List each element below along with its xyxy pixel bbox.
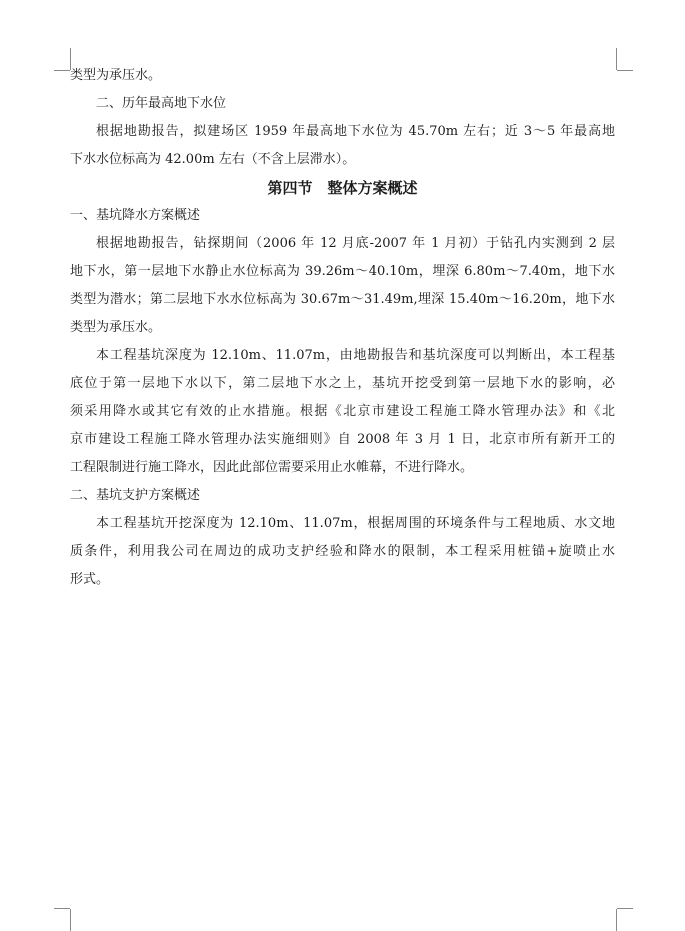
paragraph-line: 类型为承压水。 — [70, 320, 162, 335]
paragraph-line: 地下水，第一层地下水静止水位标高为 39.26m～40.10m，埋深 6.80m～7.40m，地下水 — [70, 264, 615, 279]
paragraph-line: 根据地勘报告，钻探期间（2006 年 12 月底-2007 年 1 月初）于钻孔内实测到 2 层 — [96, 236, 615, 251]
paragraph-line: 形式。 — [70, 572, 110, 587]
document-body — [70, 62, 615, 594]
paragraph-line: 质条件，利用我公司在周边的成功支护经验和降水的限制，本工程采用桩锚+旋喷止水 — [70, 544, 615, 559]
section-heading: 二、基坑支护方案概述 — [70, 488, 201, 503]
paragraph-line: 下水水位标高为 42.00m 左右（不含上层滞水）。 — [70, 152, 356, 167]
paragraph-line: 工程限制进行施工降水，因此此部位需要采用止水帷幕，不进行降水。 — [70, 460, 474, 475]
paragraph-line: 类型为潜水；第二层地下水水位标高为 30.67m～31.49m,埋深 15.40m～16.20m，地下水 — [70, 292, 615, 307]
paragraph-line: 本工程基坑开挖深度为 12.10m、11.07m，根据周围的环境条件与工程地质、水文地 — [96, 516, 615, 531]
paragraph-line: 底位于第一层地下水以下，第二层地下水之上，基坑开挖受到第一层地下水的影响，必 — [70, 376, 615, 391]
paragraph-line: 京市建设工程施工降水管理办法实施细则》自 2008 年 3 月 1 日，北京市所有新开工的 — [70, 432, 615, 447]
paragraph-line: 根据地勘报告，拟建场区 1959 年最高地下水位为 45.70m 左右；近 3～5 年最高地 — [96, 124, 615, 139]
section-heading: 二、历年最高地下水位 — [96, 96, 227, 111]
chapter-title: 第四节 整体方案概述 — [267, 179, 418, 197]
section-heading: 一、基坑降水方案概述 — [70, 208, 201, 223]
paragraph-line: 类型为承压水。 — [70, 68, 162, 83]
paragraph-line: 本工程基坑深度为 12.10m、11.07m，由地勘报告和基坑深度可以判断出，本工程基 — [96, 348, 615, 363]
paragraph-line: 须采用降水或其它有效的止水措施。根据《北京市建设工程施工降水管理办法》和《北 — [70, 404, 615, 419]
